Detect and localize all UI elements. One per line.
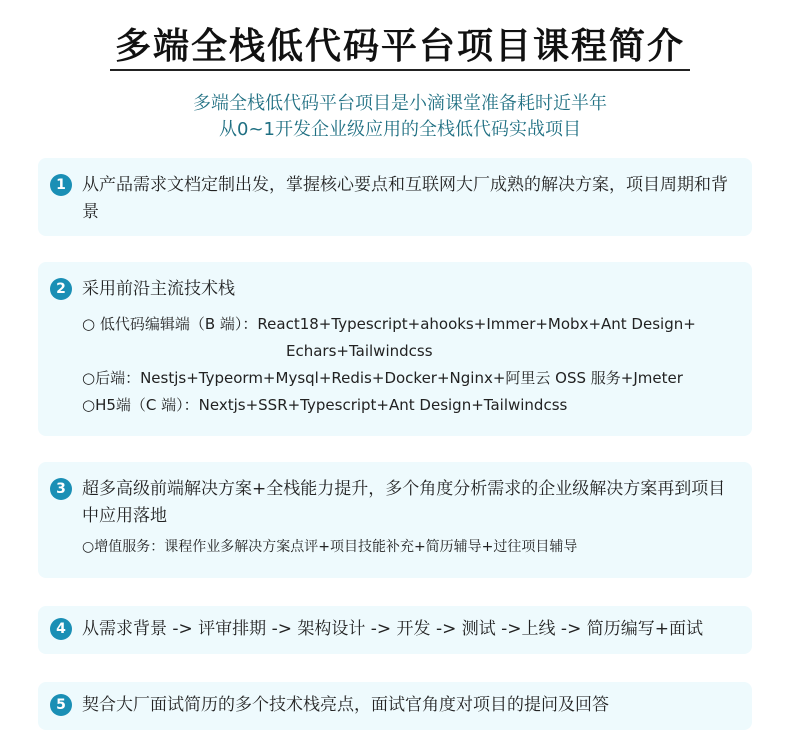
number-badge: 1 (50, 174, 72, 196)
subtitle-line-1: 多端全栈低代码平台项目是小滴课堂准备耗时近半年 (193, 93, 607, 114)
section-card-2 (38, 262, 752, 436)
title-underline (110, 69, 690, 71)
number-badge: 4 (50, 618, 72, 640)
section-card-1 (38, 158, 752, 236)
tech-item-h5: ○H5端（C 端）：Nextjs+SSR+Typescript+Ant Design+Tailwindcss (82, 396, 568, 414)
section-card-4 (38, 606, 752, 654)
page-title: 多端全栈低代码平台项目课程简介 (114, 26, 685, 67)
subtitle-line-2: 从0~1开发企业级应用的全栈低代码实战项目 (219, 119, 581, 140)
number-badge: 5 (50, 694, 72, 716)
section-card-5 (38, 682, 752, 730)
value-added-item: ○增值服务：课程作业多解决方案点评+项目技能补充+简历辅导+过往项目辅导 (82, 539, 578, 555)
section-text: 契合大厂面试简历的多个技术栈亮点，面试官角度对项目的提问及回答 (82, 695, 609, 715)
section-text: 从产品需求文档定制出发，掌握核心要点和互联网大厂成熟的解决方案，项目周期和背景 (82, 175, 728, 222)
section-text: 采用前沿主流技术栈 (82, 279, 235, 299)
tech-item-frontend-cont: Echars+Tailwindcss (286, 342, 433, 360)
section-text: 超多高级前端解决方案+全栈能力提升，多个角度分析需求的企业级解决方案再到项目中应用落地 (82, 479, 726, 526)
tech-item-backend: ○后端：Nestjs+Typeorm+Mysql+Redis+Docker+Nginx+阿里云 OSS 服务+Jmeter (82, 369, 683, 387)
tech-item-frontend: ○ 低代码编辑端（B 端）：React18+Typescript+ahooks+Immer+Mobx+Ant Design+ (82, 315, 696, 333)
section-card-3 (38, 462, 752, 578)
number-badge: 3 (50, 478, 72, 500)
section-text: 从需求背景 -> 评审排期 -> 架构设计 -> 开发 -> 测试 ->上线 -> 简历编写+面试 (82, 619, 703, 639)
number-badge: 2 (50, 278, 72, 300)
